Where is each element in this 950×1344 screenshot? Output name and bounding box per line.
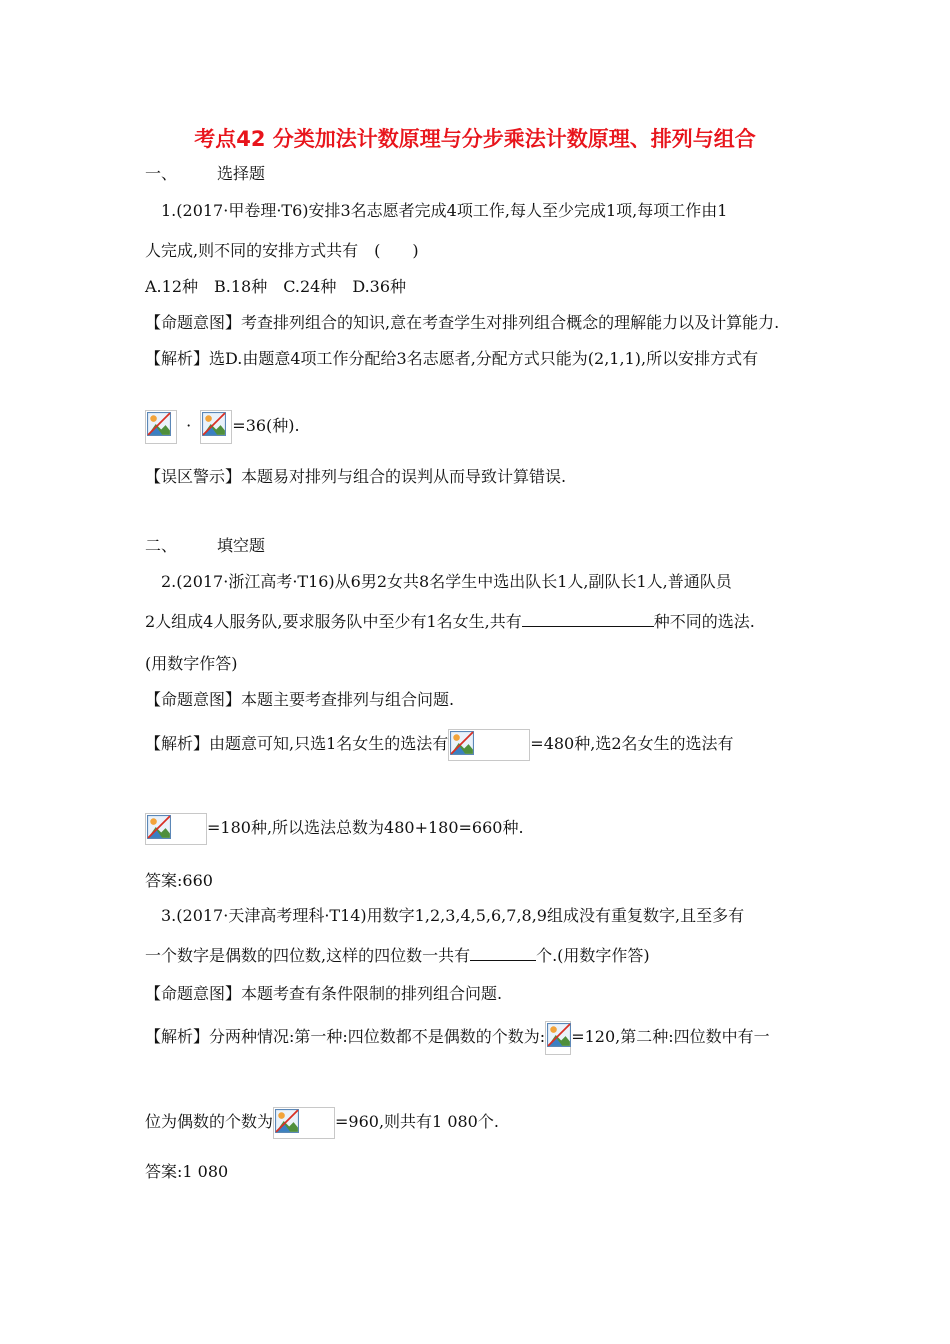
question-2-answer: 答案:660 <box>145 871 213 890</box>
section-title: 选择题 <box>217 164 266 183</box>
question-3-text: 个.(用数字作答) <box>536 946 650 965</box>
analysis-text: 【解析】由题意可知,只选1名女生的选法有 <box>145 734 449 753</box>
analysis-text: =480种,选2名女生的选法有 <box>530 734 734 753</box>
analysis-text: =120,第二种:四位数中有一 <box>571 1027 770 1046</box>
question-2-analysis-cont <box>145 810 524 846</box>
question-1-line-2: 人完成,则不同的安排方式共有 ( ) <box>145 241 419 260</box>
analysis-text: =180种,所以选法总数为480+180=660种. <box>207 818 524 837</box>
question-1-formula <box>145 408 300 444</box>
answer-blank <box>470 946 536 961</box>
document-title: 考点42 分类加法计数原理与分步乘法计数原理、排列与组合 <box>194 127 756 151</box>
question-1-warning: 【误区警示】本题易对排列与组合的误判从而导致计算错误. <box>145 467 567 486</box>
formula-image-placeholder <box>145 410 177 444</box>
question-3-line-2 <box>145 945 650 967</box>
question-1-options: A.12种 B.18种 C.24种 D.36种 <box>145 277 407 296</box>
question-3-analysis <box>145 1019 770 1055</box>
question-1-analysis: 【解析】选D.由题意4项工作分配给3名志愿者,分配方式只能为(2,1,1),所以安排方式有 <box>145 349 759 368</box>
analysis-text: 【解析】分两种情况:第一种:四位数都不是偶数的个数为: <box>145 1027 546 1046</box>
question-2-line-2 <box>145 611 755 633</box>
question-2-analysis <box>145 726 734 762</box>
question-3-intent: 【命题意图】本题考查有条件限制的排列组合问题. <box>145 984 503 1003</box>
section-heading-fill <box>145 535 265 557</box>
formula-result: =36(种). <box>232 416 300 435</box>
section-number: 二、 <box>145 536 178 555</box>
formula-image-placeholder <box>273 1107 335 1139</box>
analysis-text: 位为偶数的个数为 <box>145 1112 274 1131</box>
question-2-text: 2人组成4人服务队,要求服务队中至少有1名女生,共有 <box>145 612 522 631</box>
question-3-analysis-cont <box>145 1104 499 1140</box>
question-1-line-1: 1.(2017·甲卷理·T6)安排3名志愿者完成4项工作,每人至少完成1项,每项工作由1 <box>161 201 728 220</box>
section-heading-choice <box>145 163 265 185</box>
question-3-answer: 答案:1 080 <box>145 1162 229 1181</box>
formula-image-placeholder <box>545 1021 571 1055</box>
question-2-line-1: 2.(2017·浙江高考·T16)从6男2女共8名学生中选出队长1人,副队长1人,普通队员 <box>161 572 732 591</box>
question-1-intent: 【命题意图】考查排列组合的知识,意在考查学生对排列组合概念的理解能力以及计算能力. <box>145 313 780 332</box>
multiply-dot: · <box>186 416 192 435</box>
section-title: 填空题 <box>217 536 266 555</box>
formula-image-placeholder <box>200 410 232 444</box>
formula-image-placeholder <box>448 729 530 761</box>
answer-blank <box>522 612 654 627</box>
question-3-text: 一个数字是偶数的四位数,这样的四位数一共有 <box>145 946 471 965</box>
section-number: 一、 <box>145 164 178 183</box>
analysis-text: =960,则共有1 080个. <box>335 1112 499 1131</box>
formula-image-placeholder <box>145 813 207 845</box>
question-2-text: 种不同的选法. <box>653 612 755 631</box>
question-2-intent: 【命题意图】本题主要考查排列与组合问题. <box>145 690 455 709</box>
question-2-line-3: (用数字作答) <box>145 654 238 673</box>
question-3-line-1: 3.(2017·天津高考理科·T14)用数字1,2,3,4,5,6,7,8,9组成没有重复数字,且至多有 <box>161 906 745 925</box>
